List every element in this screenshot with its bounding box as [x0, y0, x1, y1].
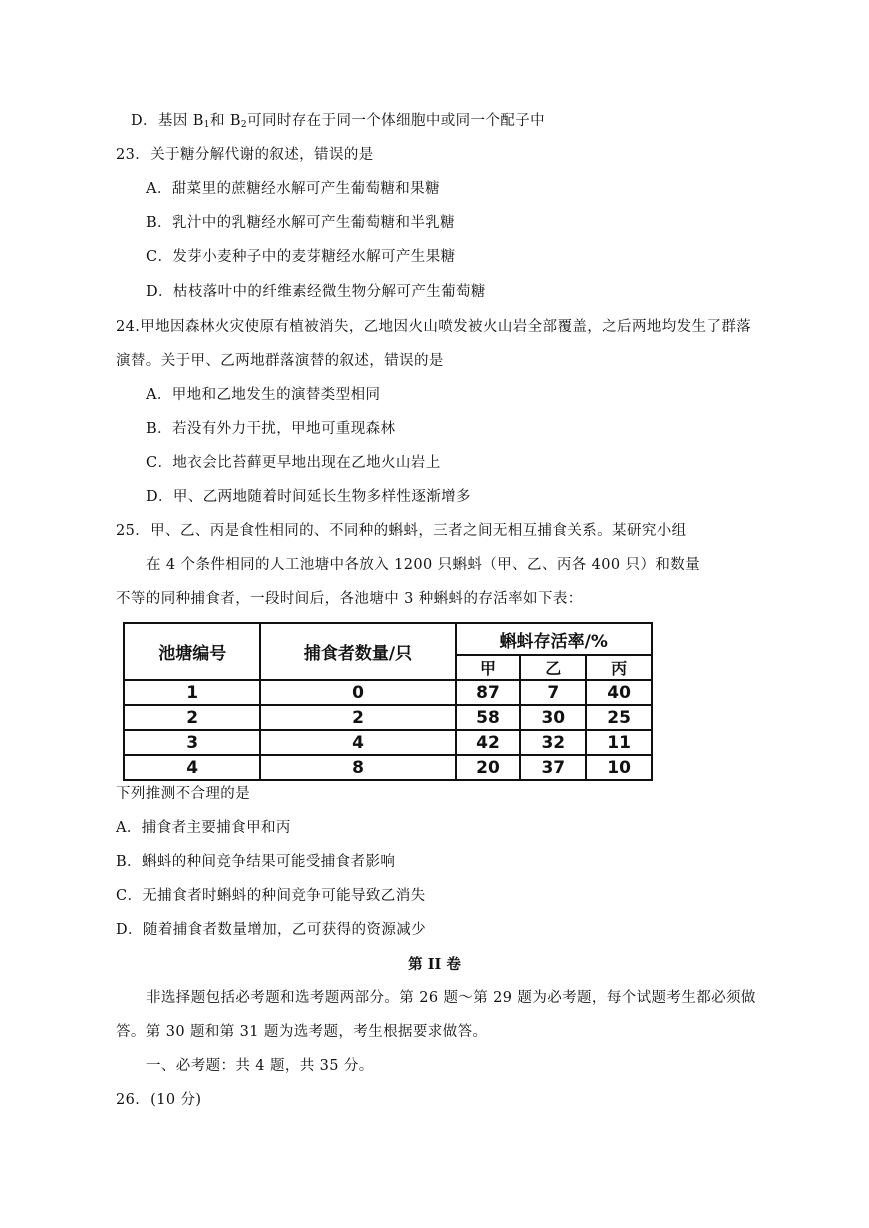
cell-predator: 4	[260, 730, 455, 755]
section-intro-line2: 答。第 30 题和第 31 题为选考题，考生根据要求做答。	[116, 1024, 488, 1040]
cell-pond: 2	[124, 705, 260, 730]
cell-yi: 30	[520, 705, 586, 730]
question-23-stem: 23．关于糖分解代谢的叙述，错误的是	[116, 147, 374, 163]
q24-option-d: D．甲、乙两地随着时间延长生物多样性逐渐增多	[146, 489, 471, 505]
question-25-stem-line2: 在 4 个条件相同的人工池塘中各放入 1200 只蝌蚪（甲、乙、丙各 400 只）和数量	[146, 557, 701, 573]
table-row	[124, 680, 652, 705]
question-25-stem-line3: 不等的同种捕食者，一段时间后，各池塘中 3 种蝌蚪的存活率如下表：	[116, 591, 583, 607]
question-24-stem-line2: 演替。关于甲、乙两地群落演替的叙述，错误的是	[116, 353, 444, 369]
q24-option-b: B．若没有外力干扰，甲地可重现森林	[146, 421, 396, 437]
q22-option-d-mid: 和 B	[209, 113, 241, 129]
q25-option-d: D．随着捕食者数量增加，乙可获得的资源减少	[116, 922, 427, 938]
q23-option-b: B．乳汁中的乳糖经水解可产生葡萄糖和半乳糖	[146, 215, 456, 231]
cell-jia: 20	[456, 755, 521, 780]
header-predator-count: 捕食者数量/只	[260, 623, 455, 680]
table-row	[124, 730, 652, 755]
cell-bing: 25	[586, 705, 652, 730]
required-section-heading: 一、必考题：共 4 题，共 35 分。	[146, 1058, 374, 1074]
header-yi: 乙	[520, 655, 586, 680]
header-survival-rate: 蝌蚪存活率/%	[456, 623, 652, 655]
q25-option-a: A．捕食者主要捕食甲和丙	[116, 820, 291, 836]
section-intro-line1: 非选择题包括必考题和选考题两部分。第 26 题～第 29 题为必考题，每个试题考生都必须做	[146, 990, 756, 1006]
cell-predator: 0	[260, 680, 455, 705]
header-pond-number: 池塘编号	[124, 623, 260, 680]
question-26-heading: 26．(10 分)	[116, 1092, 202, 1108]
q25-prompt: 下列推测不合理的是	[116, 786, 251, 802]
data-table	[123, 622, 653, 781]
table-row	[124, 705, 652, 730]
subscript-1: 1	[203, 120, 210, 130]
cell-bing: 40	[586, 680, 652, 705]
table-row	[124, 755, 652, 780]
cell-predator: 2	[260, 705, 455, 730]
question-24-stem-line1: 24.甲地因森林火灾使原有植被消失，乙地因火山喷发被火山岩全部覆盖，之后两地均发生了群落	[116, 319, 752, 335]
q24-option-a: A．甲地和乙地发生的演替类型相同	[146, 387, 381, 403]
cell-jia: 87	[456, 680, 521, 705]
cell-jia: 58	[456, 705, 521, 730]
header-bing: 丙	[586, 655, 652, 680]
cell-yi: 37	[520, 755, 586, 780]
cell-jia: 42	[456, 730, 521, 755]
header-jia: 甲	[456, 655, 521, 680]
cell-pond: 3	[124, 730, 260, 755]
cell-bing: 10	[586, 755, 652, 780]
q23-option-d: D．枯枝落叶中的纤维素经微生物分解可产生葡萄糖	[146, 284, 486, 300]
q23-option-a: A．甜菜里的蔗糖经水解可产生葡萄糖和果糖	[146, 181, 440, 197]
question-25-stem-line1: 25．甲、乙、丙是食性相同的、不同种的蝌蚪，三者之间无相互捕食关系。某研究小组	[116, 523, 687, 539]
q22-option-d-suffix: 可同时存在于同一个体细胞中或同一个配子中	[247, 113, 546, 129]
q25-option-c: C．无捕食者时蝌蚪的种间竞争可能导致乙消失	[116, 888, 426, 904]
cell-pond: 1	[124, 680, 260, 705]
q24-option-c: C．地衣会比苔藓更早地出现在乙地火山岩上	[146, 455, 441, 471]
cell-predator: 8	[260, 755, 455, 780]
survival-rate-table	[123, 622, 653, 778]
cell-yi: 32	[520, 730, 586, 755]
q22-option-d	[131, 111, 545, 135]
cell-pond: 4	[124, 755, 260, 780]
q22-option-d-prefix: D．基因 B	[131, 113, 204, 129]
section-title: 第 II 卷	[408, 956, 461, 973]
q25-option-b: B．蝌蚪的种间竞争结果可能受捕食者影响	[116, 854, 396, 870]
cell-bing: 11	[586, 730, 652, 755]
subscript-2: 2	[240, 120, 248, 130]
q23-option-c: C．发芽小麦种子中的麦芽糖经水解可产生果糖	[146, 249, 456, 265]
cell-yi: 7	[520, 680, 586, 705]
